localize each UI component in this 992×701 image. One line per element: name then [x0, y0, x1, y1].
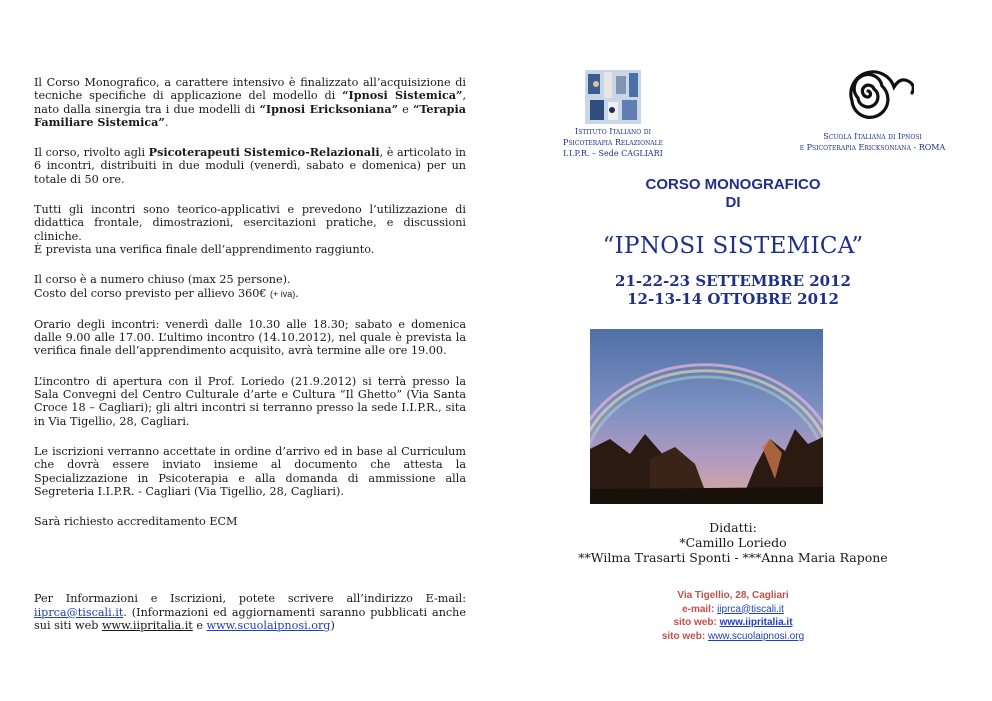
contact-email-link[interactable]: iiprca@tiscali.it	[717, 603, 784, 615]
site-iipritalia-link[interactable]: www.iipritalia.it	[101, 619, 193, 633]
contact-web2-link[interactable]: www.scuolaipnosi.org	[707, 630, 805, 642]
ipnosi-sistemica-term: “Ipnosi Sistemica”	[342, 88, 463, 103]
iipr-logo	[585, 70, 641, 124]
teachers-label: Didatti:	[709, 520, 757, 535]
verification-line: È prevista una verifica finale dell’apprendimento raggiunto.	[34, 242, 375, 256]
intro-paragraph: Il Corso Monografico, a carattere intensivo è finalizzato all’acquisizione di tecniche specifiche di applicazione del modello di “Ipnosi Sistemica”, nato dalla sinergia tra i due modelli di “Ipnosi Ericksoniana” e “Terapia Familiare Sistemica”.	[34, 76, 467, 129]
terapia-familiare-term: “Terapia Familiare Sistemica”	[34, 101, 466, 129]
target-audience: Psicoterapeuti Sistemico-Relazionali	[148, 145, 380, 160]
email-link[interactable]: iiprca@tiscali.it	[34, 605, 124, 619]
participants-line: Il corso è a numero chiuso (max 25 persone).	[34, 273, 291, 287]
email-line: e-mail: iiprca@tiscali.it	[682, 603, 784, 615]
teachers-section	[560, 520, 906, 565]
spiral-logo	[838, 67, 914, 121]
registration-paragraph: Le iscrizioni verranno accettate in ordine d’arrivo ed in base al Curriculum che dovrà essere inviato insieme al documento che attesta la Specializzazione in Psicoterapia e alla domanda di ammissione alla Segreteria I.I.P.R. - Cagliari (Via Tigellio, 28, Cagliari).	[34, 444, 466, 498]
course-title: “IPNOSI SISTEMICA”	[602, 233, 864, 259]
teacher-loriedo: *Camillo Loriedo	[679, 535, 787, 550]
spiral-icon	[838, 67, 914, 121]
rainbow-mountain-photo	[590, 329, 823, 504]
ecm-line: Sarà richiesto accreditamento ECM	[34, 515, 238, 529]
sii-institute-name: Scuola Italiana di Ipnosi e Psicoterapia Ericksoniana - ROMA	[799, 132, 946, 152]
dates-october: 12-13-14 OTTOBRE 2012	[627, 290, 839, 308]
audience-paragraph: Il corso, rivolto agli Psicoterapeuti Sistemico-Relazionali, è articolato in 6 incontri, distribuiti in due moduli (venerdì, sabato e domenica) per un totale di 50 ore.	[34, 145, 466, 186]
venue-paragraph: L’incontro di apertura con il Prof. Loriedo (21.9.2012) si terrà presso la Sala Convegni del Centro Culturale d’arte e Cultura “Il Ghetto” (Via Santa Croce 18 – Cagliari); gli altri incontri si terranno presso la sede I.I.P.R., sita in Via Tigellio, 28, Cagliari.	[34, 374, 466, 428]
teachers-others: **Wilma Trasarti Sponti - ***Anna Maria Rapone	[578, 550, 888, 565]
iipr-institute-name: Istituto Italiano di Psicoterapia Relazionale I.I.P.R. – Sede CAGLIARI	[562, 127, 663, 158]
cost-line: Costo del corso previsto per allievo 360€ (+ iva).	[34, 286, 299, 300]
info-paragraph: Per Informazioni e Iscrizioni, potete scrivere all’indirizzo E-mail: iiprca@tiscali.it. (Informazioni ed aggiornamenti saranno pubblicati anche sui siti web www.iipritalia.it e www.scuolaipnosi.org)	[34, 592, 466, 633]
dates-september: 21-22-23 SETTEMBRE 2012	[615, 272, 851, 290]
left-column	[34, 76, 466, 632]
address-line: Via Tigellio, 28, Cagliari	[677, 590, 789, 601]
course-dates	[560, 272, 906, 308]
ipnosi-ericksoniana-term: “Ipnosi Ericksoniana”	[259, 101, 399, 116]
schedule-paragraph: Orario degli incontri: venerdì dalle 10.30 alle 18.30; sabato e domenica dalle 9.00 alle 17.00. L’ultimo incontro (14.10.2012), nel quale è prevista la verifica finale dell’apprendimento acquisito, avrà termine alle ore 19.00.	[34, 317, 466, 358]
course-heading: CORSO MONOGRAFICO DI	[645, 176, 821, 211]
web2-line: sito web: www.scuolaipnosi.org	[661, 630, 805, 642]
contact-web1-link[interactable]: www.iipritalia.it	[719, 617, 793, 628]
method-paragraph: Tutti gli incontri sono teorico-applicativi e prevedono l’utilizzazione di didattica frontale, dimostrazioni, esercitazioni pratiche, e discussioni cliniche.	[34, 203, 466, 243]
site-scuolaipnosi-link[interactable]: www.scuolaipnosi.org	[206, 619, 331, 633]
rainbow-photo-image	[590, 329, 823, 504]
iipr-logo-image	[585, 70, 641, 124]
web1-line: sito web: www.iipritalia.it	[673, 617, 793, 628]
contacts-block	[620, 589, 846, 643]
